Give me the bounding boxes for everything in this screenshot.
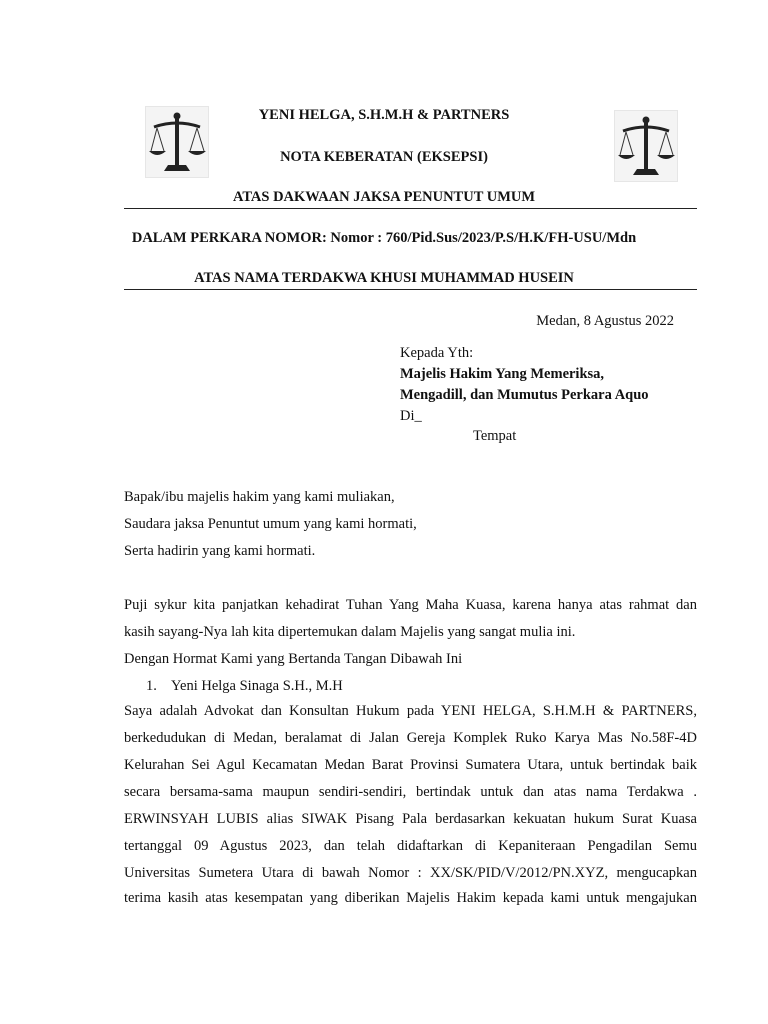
address-recipient-2: Mengadill, dan Mumutus Perkara Aquo	[400, 387, 649, 403]
header-divider-top	[124, 208, 697, 209]
opening-line: Puji sykur kita panjatkan kehadirat Tuhan Yang Maha Kuasa, karena hanya atas rahmat dan	[124, 597, 697, 613]
case-number: DALAM PERKARA NOMOR: Nomor : 760/Pid.Sus/2023/P.S/H.K/FH-USU/Mdn	[131, 230, 637, 246]
address-recipient-1: Majelis Hakim Yang Memeriksa,	[400, 366, 605, 382]
body-line: secara bersama-sama maupun sendiri-sendiri, bertindak untuk dan atas nama Terdakwa .	[124, 784, 697, 800]
list-item-text: Yeni Helga Sinaga S.H., M.H	[171, 678, 343, 694]
defendant-name: ATAS NAMA TERDAKWA KHUSI MUHAMMAD HUSEIN	[194, 270, 574, 286]
firm-name: YENI HELGA, S.H.M.H & PARTNERS	[258, 107, 510, 123]
body-line: tertanggal 09 Agustus 2023, dan telah didaftarkan di Kepaniteraan Pengadilan Semu	[124, 838, 697, 854]
greeting-line: Saudara jaksa Penuntut umum yang kami hormati,	[124, 516, 417, 532]
body-line: Saya adalah Advokat dan Konsultan Hukum pada YENI HELGA, S.H.M.H & PARTNERS,	[124, 703, 697, 719]
body-line: berkedudukan di Medan, beralamat di Jalan Gereja Komplek Ruko Karya Mas No.58F-4D	[124, 730, 697, 746]
date-line: Medan, 8 Agustus 2022	[536, 313, 674, 329]
opening-line: kasih sayang-Nya lah kita dipertemukan dalam Majelis yang sangat mulia ini.	[124, 624, 576, 640]
document-title: NOTA KEBERATAN (EKSEPSI)	[280, 149, 488, 165]
address-to: Kepada Yth:	[400, 345, 474, 361]
address-tempat: Tempat	[473, 428, 517, 444]
body-line: terima kasih atas kesempatan yang diberikan Majelis Hakim kepada kami untuk mengajukan	[124, 890, 697, 906]
greeting-line: Serta hadirin yang kami hormati.	[124, 543, 316, 559]
list-item-number: 1.	[146, 678, 157, 694]
greeting-line: Bapak/ibu majelis hakim yang kami muliakan,	[124, 489, 395, 505]
body-line: Kelurahan Sei Agul Kecamatan Medan Barat Provinsi Sumatera Utara, untuk bertindak baik	[124, 757, 697, 773]
document-subtitle: ATAS DAKWAAN JAKSA PENUNTUT UMUM	[232, 189, 536, 205]
header-divider-bottom	[124, 289, 697, 290]
body-line: Universitas Sumetera Utara di bawah Nomor : XX/SK/PID/V/2012/PN.XYZ, mengucapkan	[124, 865, 697, 881]
opening-line: Dengan Hormat Kami yang Bertanda Tangan Dibawah Ini	[124, 651, 463, 667]
address-di: Di_	[400, 408, 422, 424]
body-line: ERWINSYAH LUBIS alias SIWAK Pisang Pala berdasarkan kekuatan hukum Surat Kuasa	[124, 811, 697, 827]
